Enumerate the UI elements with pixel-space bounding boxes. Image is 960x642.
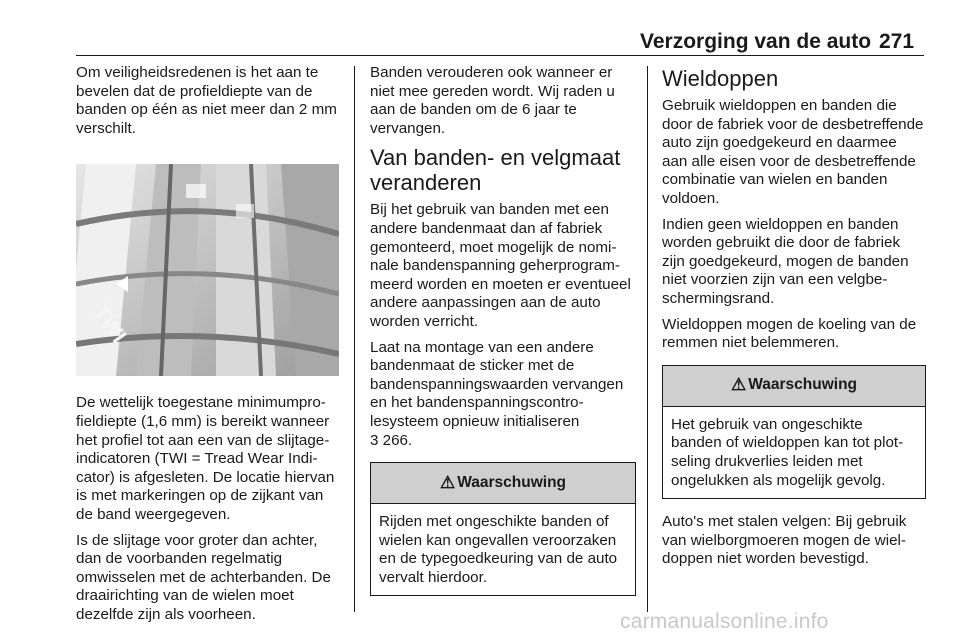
column-divider-1 xyxy=(354,66,355,612)
column-divider-2 xyxy=(647,66,648,612)
paragraph-size-change: Bij het gebruik van banden met een andere bandenmaat dan af fabriek gemonteerd, moet mogelijk de nominale bandenspanning geherprogrammeerd worden en moeten er eventueel andere aanpassingen aan de auto worden verricht. xyxy=(370,201,631,330)
watermark: carmanualsonline.info xyxy=(620,610,829,633)
paragraph-tread-difference: Om veiligheidsredenen is het aan te bevelen dat de profieldiepte van de banden op één as niet meer dan 2 mm verschilt. xyxy=(76,64,337,137)
paragraph-steel-rims: Auto's met stalen velgen: Bij gebruik van wielborgmoeren mogen de wieldoppen niet worden bevestigd. xyxy=(662,513,907,568)
warning-header xyxy=(371,463,635,504)
twi-marking: TWI xyxy=(87,300,132,348)
warning-text: Rijden met ongeschikte banden of wielen kan ongevallen veroorzaken en de typegoedkeuring van de auto vervalt hierdoor. xyxy=(379,513,618,586)
warning-header xyxy=(663,366,925,407)
section-heading-wheel-covers: Wieldoppen xyxy=(662,66,779,91)
column-3 xyxy=(662,64,926,576)
tire-tread-image xyxy=(76,164,339,376)
warning-text: Het gebruik van ongeschikte banden of wieldoppen kan tot plotseling drukverlies leiden met ongelukken als mogelijk gevolg. xyxy=(671,415,904,489)
warning-icon: ⚠ xyxy=(730,375,747,395)
paragraph-sticker xyxy=(370,339,636,451)
paragraph-covers-approved: Gebruik wieldoppen en banden die door de fabriek voor de desbetreffende auto zijn goedgekeurd en daarmee aan alle eisen voor de desbetreffende combinatie van wielen en banden voldoen. xyxy=(662,97,924,207)
paragraph-tire-aging: Banden verouderen ook wanneer er niet mee gereden wordt. Wij raden u aan de banden om de 6 jaar te vervangen. xyxy=(370,64,615,137)
sticker-text: Laat na montage van een andere bandenmaat de sticker met de bandenspanningswaarden vervangen en het bandenspanningscontrolesysteem opnieuw initialiseren xyxy=(370,338,624,430)
warning-title: Waarschuwing xyxy=(748,376,858,394)
column-2 xyxy=(370,64,636,610)
page-reference: 3 266. xyxy=(370,431,413,449)
paragraph-minimum-depth: De wettelijk toegestane minimumprofieldiepte (1,6 mm) is bereikt wanneer het profiel tot aan een van de slijtageindicatoren (TWI = Tread Wear Indicator) is afgesleten. De locatie hiervan is met markeringen op de zijkant van de band weergegeven. xyxy=(76,394,335,523)
warning-icon: ⚠ xyxy=(439,472,456,492)
page-header-title: Verzorging van de auto xyxy=(640,30,872,53)
column-1 xyxy=(76,64,344,632)
warning-title: Waarschuwing xyxy=(457,473,567,491)
warning-box xyxy=(662,365,926,499)
paragraph-no-rim-protection: Indien geen wieldoppen en banden worden gebruikt die door de fabriek zijn goedgekeurd, mogen de banden niet voorzien zijn van een velgbeschermingsrand. xyxy=(662,215,909,307)
warning-box xyxy=(370,462,636,596)
header-rule xyxy=(76,55,924,56)
paragraph-brake-cooling: Wieldoppen mogen de koeling van de remmen niet belemmeren. xyxy=(662,315,917,352)
section-heading-size-change: Van banden- en velgmaat veranderen xyxy=(370,145,621,196)
paragraph-rotate-tires: Is de slijtage voor groter dan achter, dan de voorbanden regelmatig omwisselen met de achterbanden. De draairichting van de wielen moet dezelfde zijn als voorheen. xyxy=(76,531,331,623)
tire-tread-illustration xyxy=(76,164,339,376)
page-number: 271 xyxy=(879,30,915,53)
